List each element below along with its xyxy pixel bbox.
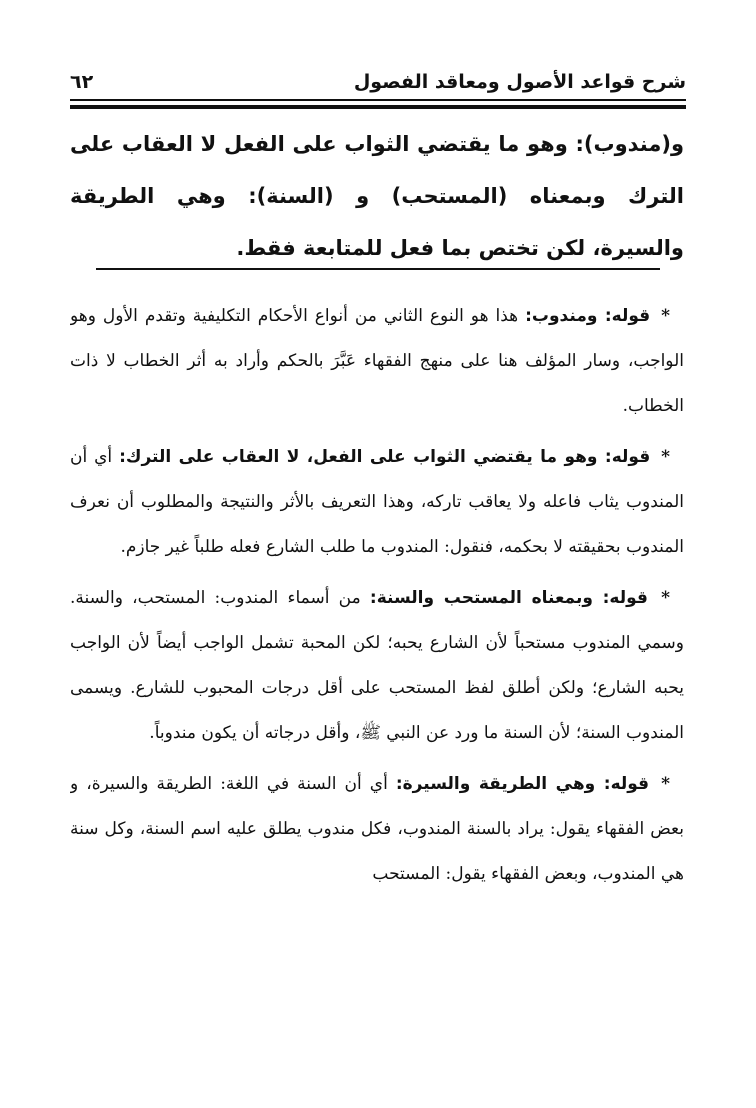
commentary-text: أي أن المندوب يثاب فاعله ولا يعاقب تاركه، وهذا التعريف بالأثر والنتيجة والمطلوب أن نعرف المندوب بحقيقته لا بحكمه، فنقول: المندوب ما طلب الشارع فعله طلباً غير جازم. — [70, 447, 684, 557]
commentary — [70, 294, 684, 1094]
commentary-text: من أسماء المندوب: المستحب، والسنة. وسمي المندوب مستحباً لأن الشارع يحبه؛ لكن المحبة تشمل الواجب أيضاً لأن الواجب يحبه الشارع؛ ولكن أطلق لفظ المستحب على أقل درجات المحبوب للشارع. ويسمى المندوب السنة؛ لأن السنة ما ورد عن النبي ﷺ، وأقل درجاته أن يكون مندوباً. — [70, 588, 684, 743]
matn-text: و(مندوب): وهو ما يقتضي الثواب على الفعل لا العقاب على الترك وبمعناه (المستحب) و (السنة): وهي الطريقة والسيرة، لكن تختص بما فعل للمتابعة فقط. — [70, 132, 684, 260]
quote-lead: قوله: وبمعناه المستحب والسنة: — [369, 588, 648, 608]
star-bullet: * — [661, 447, 671, 467]
section-separator — [96, 268, 660, 270]
header-rule-thick — [70, 105, 686, 109]
quote-lead: قوله: ومندوب: — [525, 306, 651, 326]
quote-lead: قوله: وهو ما يقتضي الثواب على الفعل، لا العقاب على الترك: — [119, 447, 651, 467]
commentary-paragraph — [70, 762, 684, 897]
star-bullet: * — [661, 588, 671, 608]
star-bullet: * — [661, 306, 671, 326]
commentary-paragraph — [70, 435, 684, 570]
quote-lead: قوله: وهي الطريقة والسيرة: — [395, 774, 650, 794]
commentary-text: هذا هو النوع الثاني من أنواع الأحكام التكليفية وتقدم الأول وهو الواجب، وسار المؤلف هنا على منهج الفقهاء عَبَّرَ بالحكم وأراد به أثر الخطاب لا ذات الخطاب. — [70, 306, 684, 416]
commentary-paragraph — [70, 576, 684, 756]
page-header — [70, 66, 686, 98]
book-title: شرح قواعد الأصول ومعاقد الفصول — [353, 71, 686, 93]
star-bullet: * — [661, 774, 670, 794]
header-rule-thin — [70, 99, 686, 101]
commentary-paragraph — [70, 294, 684, 429]
commentary-text: أي أن السنة في اللغة: الطريقة والسيرة، و بعض الفقهاء يقول: يراد بالسنة المندوب، فكل مندوب يطلق عليه اسم السنة، وكل سنة هي المندوب، وبعض الفقهاء يقول: المستحب — [70, 774, 684, 884]
page-number: ٦٢ — [70, 71, 94, 93]
